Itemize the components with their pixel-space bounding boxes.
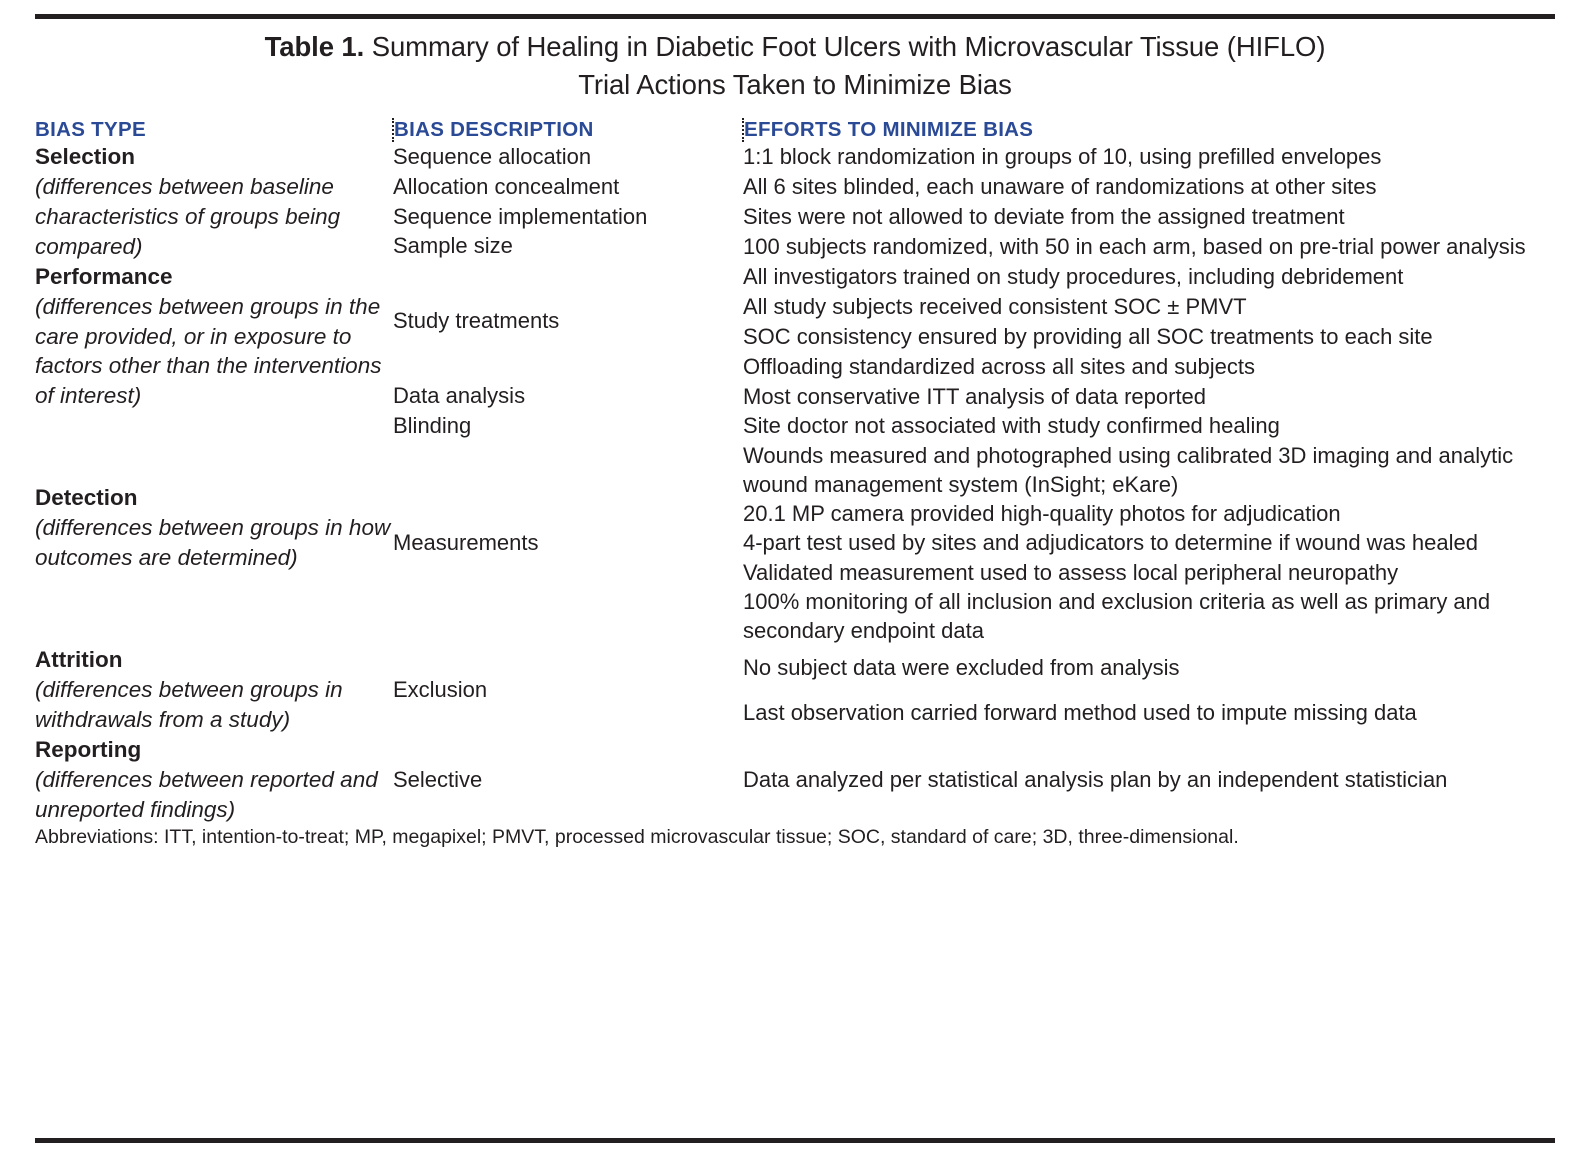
table-header-row: [35, 118, 1555, 142]
bias-type-name: Reporting: [35, 737, 142, 763]
bias-description-cell: Measurements: [393, 529, 539, 555]
table-title-label: Table 1.: [264, 31, 365, 62]
bias-type-definition: (differences between groups in the care provided, or in exposure to factors other than the interventions of interest): [35, 293, 382, 409]
effort-cell: No subject data were excluded from analysis: [743, 655, 1180, 681]
bottom-rule: [35, 1138, 1555, 1143]
column-header-bias-type: BIAS TYPE: [35, 118, 146, 141]
effort-cell: All study subjects received consistent SOC ± PMVT: [743, 293, 1247, 319]
bias-type-definition: (differences between groups in how outcomes are determined): [35, 515, 391, 571]
effort-cell: 1:1 block randomization in groups of 10, using prefilled envelopes: [743, 144, 1382, 170]
bias-description-cell: Sequence implementation: [393, 203, 648, 229]
effort-cell: Sites were not allowed to deviate from the assigned treatment: [743, 204, 1345, 230]
table-title: [35, 28, 1555, 104]
bias-description-cell: Sample size: [393, 233, 513, 259]
bias-type-cell: [35, 411, 393, 645]
bias-description-cell: Allocation concealment: [393, 173, 620, 199]
effort-cell: Most conservative ITT analysis of data reported: [743, 383, 1207, 409]
footnote-row: [35, 825, 1555, 850]
bias-type-cell: [35, 262, 393, 412]
effort-cell: Site doctor not associated with study confirmed healing: [743, 413, 1280, 439]
table-row: [35, 735, 1555, 825]
effort-cell: All investigators trained on study procedures, including debridement: [743, 264, 1404, 290]
bias-description-cell: Data analysis: [393, 383, 526, 409]
bias-type-cell: [35, 142, 393, 262]
bias-description-cell: Study treatments: [393, 308, 560, 334]
bias-description-cell: Selective: [393, 766, 483, 792]
effort-cell: Validated measurement used to assess local peripheral neuropathy: [743, 559, 1399, 585]
bias-type-name: Detection: [35, 485, 138, 511]
column-header-bias-description: BIAS DESCRIPTION: [393, 118, 743, 142]
table-body: [35, 142, 1555, 825]
table-row: [35, 142, 1555, 172]
effort-cell: 20.1 MP camera provided high-quality photos for adjudication: [743, 501, 1341, 527]
bias-type-name: Attrition: [35, 647, 123, 673]
bias-description-cell: Blinding: [393, 412, 472, 438]
abbreviations-footnote: Abbreviations: ITT, intention-to-treat; MP, megapixel; PMVT, processed microvascular tissue; SOC, standard of care; 3D, three-dimensional.: [35, 825, 1239, 848]
bias-summary-table: [35, 118, 1555, 850]
effort-cell: All 6 sites blinded, each unaware of randomizations at other sites: [743, 174, 1377, 200]
top-rule: [35, 14, 1555, 19]
bias-description-cell: Exclusion: [393, 676, 488, 702]
effort-cell: 100 subjects randomized, with 50 in each arm, based on pre-trial power analysis: [743, 234, 1526, 260]
table-row: [35, 645, 1555, 690]
effort-cell: Data analyzed per statistical analysis plan by an independent statistician: [743, 767, 1448, 793]
bias-type-name: Performance: [35, 263, 173, 289]
table-title-line1: Summary of Healing in Diabetic Foot Ulcers with Microvascular Tissue (HIFLO): [371, 31, 1326, 62]
bias-type-cell: [35, 735, 393, 825]
effort-cell: 4-part test used by sites and adjudicators to determine if wound was healed: [743, 530, 1478, 556]
effort-cell: Wounds measured and photographed using calibrated 3D imaging and analytic wound management system (InSight; eKare): [743, 442, 1514, 497]
effort-cell: Offloading standardized across all sites and subjects: [743, 353, 1255, 379]
effort-cell: SOC consistency ensured by providing all SOC treatments to each site: [743, 323, 1433, 349]
table-title-line2: Trial Actions Taken to Minimize Bias: [578, 68, 1012, 100]
bias-type-name: Selection: [35, 144, 136, 169]
table-row: [35, 411, 1555, 440]
bias-type-cell: [35, 645, 393, 735]
column-header-efforts: EFFORTS TO MINIMIZE BIAS: [743, 118, 1555, 142]
effort-cell: Last observation carried forward method used to impute missing data: [743, 699, 1417, 725]
table-row: [35, 262, 1555, 292]
bias-description-cell: Sequence allocation: [393, 143, 592, 169]
effort-cell: 100% monitoring of all inclusion and exclusion criteria as well as primary and secondary endpoint data: [743, 588, 1491, 644]
bias-type-definition: (differences between groups in withdrawals from a study): [35, 677, 343, 733]
bias-type-definition: (differences between baseline characteristics of groups being compared): [35, 173, 341, 259]
bias-type-definition: (differences between reported and unreported findings): [35, 766, 378, 822]
